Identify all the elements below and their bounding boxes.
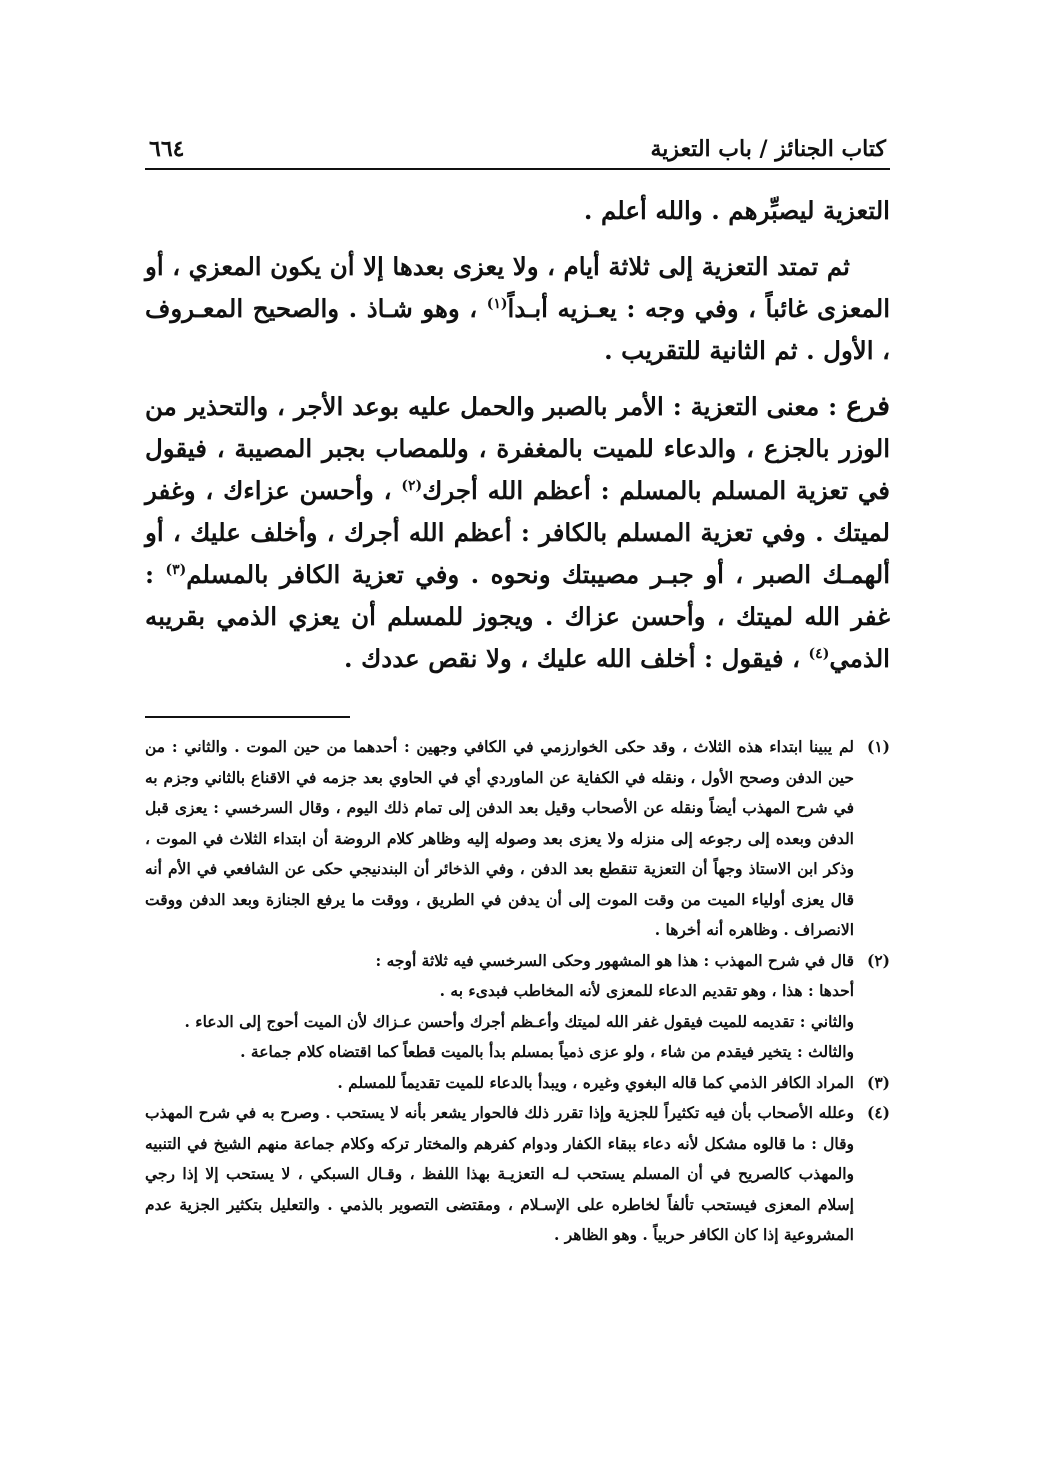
footnote-line: لم يبينا ابتداء هذه الثلاث ، وقد حكى الخوارزمي في الكافي وجهين : أحدهما من حين الموت . والثاني : من حين الدفن وصحح الأول ، ونقله في الكفاية عن الماوردي أي في الحاوي بعد جزمه في الاقناع بالثاني وجزم به في شرح المهذب أيضاً ونقله عن الأصحاب وقيل بعد الدفن إلى تمام ذلك اليوم ، وقال السرخسي : يعزى قبل الدفن وبعده إلى رجوعه إلى منزله ولا يعزى بعد وصوله إليه وظاهر كلام الروضة أن ابتداء الثلاث في الموت ، وذكر ابن الاستاذ وجهاً أن التعزية تنقطع بعد الدفن ، وفي الذخائر أن البندنيجي حكى عن الشافعي في الأم أنه قال يعزى أولياء الميت من وقت الموت إلى أن يدفن في الطريق ، ووقت ما يرفع الجنازة وبعد الدفن ووقت الانصراف . وظاهره أنه أخرها . [145,737,854,939]
page-number: ٦٦٤ [149,136,185,162]
page-header [145,118,890,170]
footnote-ref-3[interactable]: (٣) [165,561,187,578]
footnotes [145,732,890,1251]
footnote-line: والثالث : يتخير فيقدم من شاء ، ولو عزى ذمياً بمسلم بدأ بالميت قطعاً كما اقتضاه كلام جماعة . [240,1042,854,1061]
section-lead-far: فرع [846,391,890,422]
paragraph-3-text-b: ، وأحسن عزاءك ، وغفر لميتك . وفي تعزية المسلم بالكافر : أعظم الله أجرك ، وأخلف عليك ، أو ألهمـك الصبر ، أو جبـر مصيبتك ونحوه . وفي تعزية الكافر بالمسلم [145,476,891,589]
paragraph-1: التعزية ليصبِّرهم . والله أعلم . [583,196,890,225]
footnote-ref-4[interactable]: (٤) [808,645,830,662]
paragraph-3 [145,386,890,680]
footnote-1 [145,732,890,946]
paragraph-3-text-c: : غفر الله لميتك ، وأحسن عزاك . ويجوز للمسلم أن يعزي الذمي بقريبه الذمي [145,560,890,673]
paragraph-2 [145,246,890,372]
footnote-line: والثاني : تقديمه للميت فيقول غفر الله لميتك وأعـظم أجرك وأحسن عـزاك لأن الميت أحوج إلى الدعاء . [184,1011,854,1031]
running-title: كتاب الجنائز / باب التعزية [650,136,886,162]
footnote-3 [145,1068,890,1099]
footnote-line: أحدها : هذا ، وهو تقديم الدعاء للمعزى لأنه المخاطب فبدىء به . [439,981,854,1000]
paragraph-3-text-d: ، فيقول : أخلف الله عليك ، ولا نقص عددك . [344,644,809,673]
footnote-divider [145,716,350,718]
main-text [145,190,890,680]
footnote-number: (٣) [866,1072,890,1092]
footnote-2 [145,946,890,1068]
paragraph-2-text-a: ثم تمتد التعزية إلى ثلاثة أيام ، ولا يعزى بعدها إلا أن يكون المعزي ، أو المعزى غائباً ، وفي وجه : يعـزيه أبـداً [145,252,890,323]
footnote-number: (١) [866,737,890,756]
book-page [145,118,890,1251]
footnote-line: قال في شرح المهذب : هذا هو المشهور وحكى السرخسي فيه ثلاثة أوجه : [375,950,854,970]
footnote-number: (٢) [866,950,890,970]
footnote-ref-1[interactable]: (١) [486,295,508,312]
paragraph-2-text-b: ، وهو شـاذ . والصحيح المعـروف ، الأول . ثم الثانية للتقريب . [145,294,890,365]
footnote-line: المراد الكافر الذمي كما قاله البغوي وغيره ، ويبدأ بالدعاء للميت تقديماً للمسلم . [337,1072,854,1092]
footnote-number: (٤) [866,1103,890,1122]
footnote-line: وعلله الأصحاب بأن فيه تكثيراً للجزية وإذا تقرر ذلك فالحوار يشعر بأنه لا يستحب . وصرح به في شرح المهذب وقال : ما قالوه مشكل لأنه دعاء ببقاء الكفار ودوام كفرهم والمختار تركه وكلام جماعة منهم الشيخ في التنبيه والمهذب كالصريح في أن المسلم يستحب لـه التعزيـة بهذا اللفظ ، وقـال السبكي ، لا يستحب إلا إذا رجي إسلام المعزى فيستحب تألفاً لخاطره على الإسـلام ، ومقتضى التصوير بالذمي . والتعليل بتكثير الجزية عدم المشروعية إذا كان الكافر حربياً . وهو الظاهر . [145,1103,854,1244]
footnote-ref-2[interactable]: (٢) [401,477,423,494]
footnote-4 [145,1098,890,1251]
paragraph-3-text-a: : معنى التعزية : الأمر بالصبر والحمل عليه بوعد الأجر ، والتحذير من الوزر بالجزع ، والدعاء للميت بالمغفرة ، وللمصاب بجبر المصيبة ، فيقول في تعزية المسلم بالمسلم : أعظم الله أجرك [145,392,890,505]
